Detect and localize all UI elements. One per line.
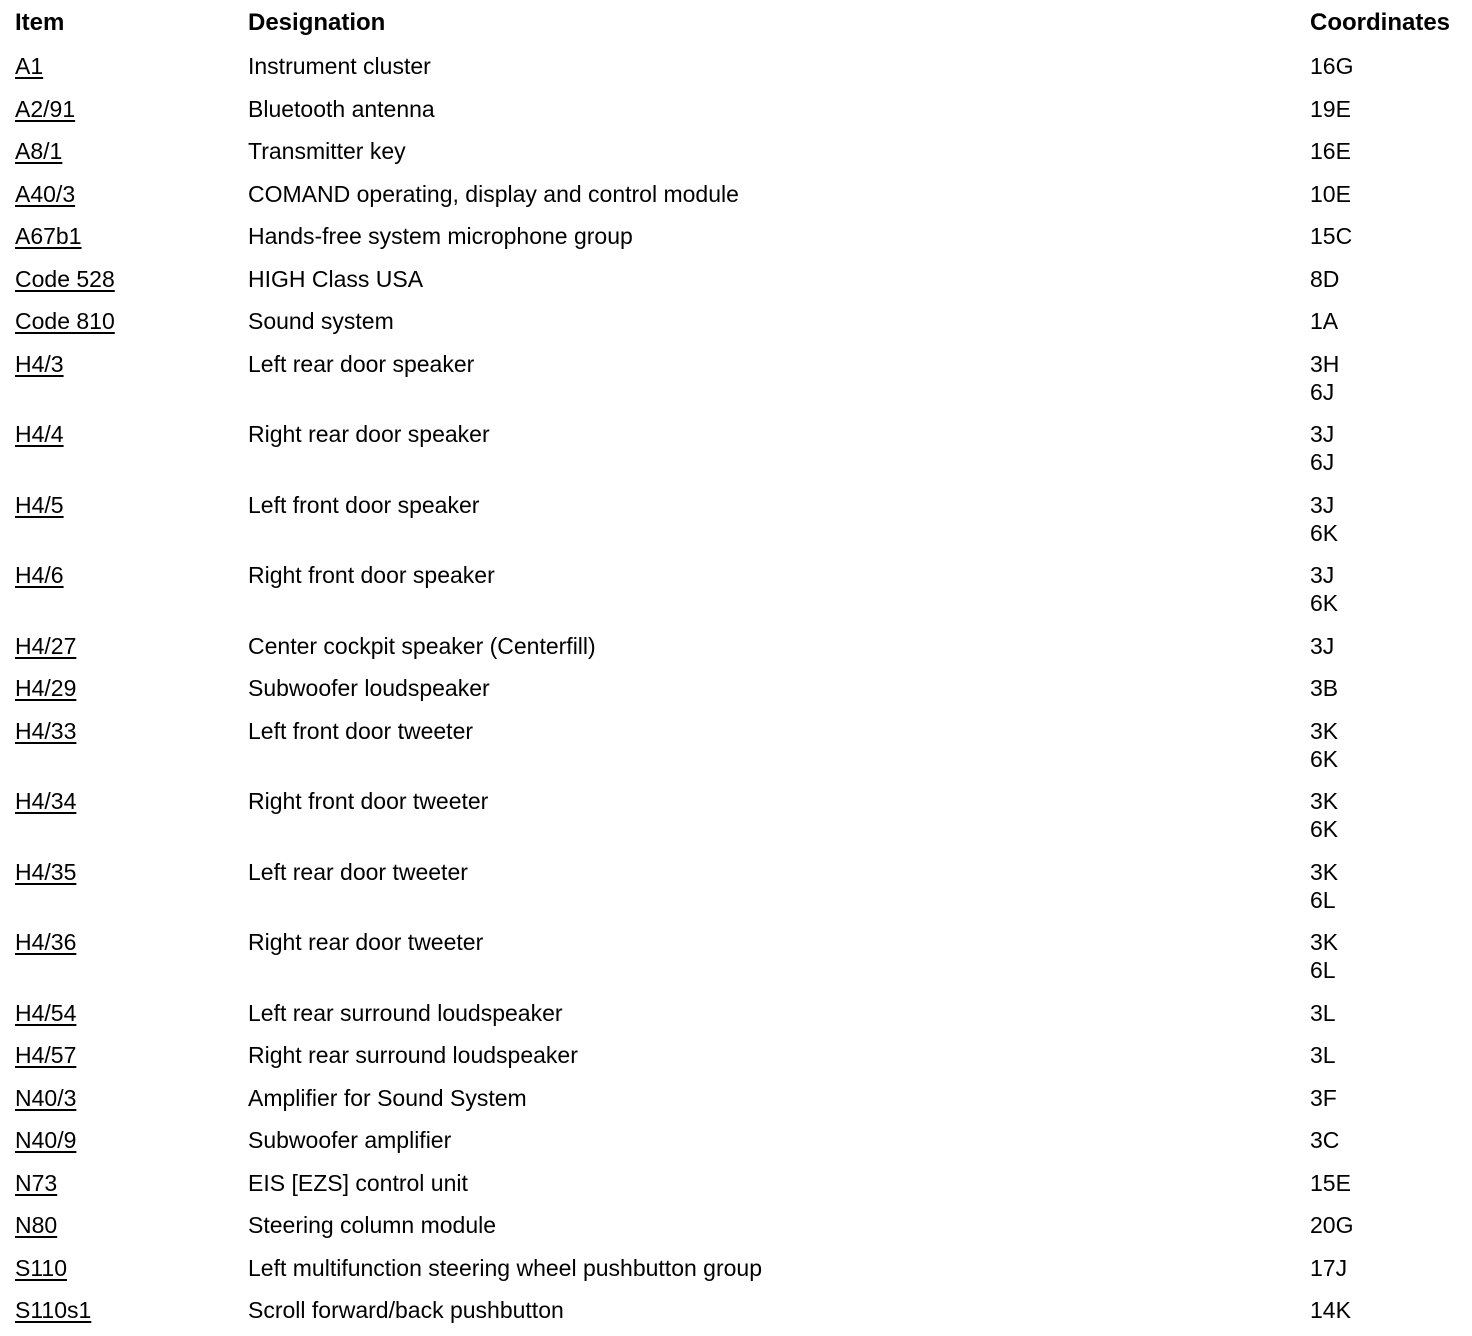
coordinate-value: 8D [1310,265,1340,292]
item-link[interactable]: A2/91 [15,95,76,122]
coordinates-cell [1310,52,1353,80]
coordinates-cell [1310,1084,1337,1112]
coordinate-value: 19E [1310,95,1351,122]
coordinates-cell [1310,180,1351,208]
coordinates-cell [1310,1041,1336,1069]
coordinate-value: 6K [1310,816,1339,842]
item-link[interactable]: H4/34 [15,788,77,814]
item-link[interactable]: N40/3 [15,1084,77,1111]
table-row [0,709,1472,780]
coordinates-cell [1310,928,1338,984]
designation-text: Left rear surround loudspeaker [248,999,563,1026]
designation-text: Hands-free system microphone group [248,223,633,249]
table-row [0,624,1472,667]
coordinate-value: 3K [1310,858,1339,885]
table-row [0,1203,1472,1246]
designation-text: Right front door tweeter [248,788,489,814]
table-row [0,1288,1472,1331]
table-row [0,666,1472,709]
item-link[interactable]: A40/3 [15,180,76,207]
coordinate-value: 3J [1310,491,1335,518]
coordinates-cell [1310,1211,1353,1239]
table-row [0,850,1472,921]
table-row [0,44,1472,87]
table-header [0,0,1472,44]
coordinate-value: 3K [1310,717,1339,744]
item-link[interactable]: A1 [15,53,44,79]
table-row [0,991,1472,1034]
designation-text: Right rear door tweeter [248,929,484,955]
table-row [0,299,1472,342]
coordinate-value: 6J [1310,449,1335,475]
designation-text: Transmitter key [248,138,406,164]
table-row [0,779,1472,850]
coordinates-cell [1310,1296,1351,1324]
table-row [0,483,1472,554]
header-designation: Designation [248,9,386,36]
designation-text: HIGH Class USA [248,265,424,292]
item-link[interactable]: H4/29 [15,675,77,701]
coordinates-cell [1310,1126,1339,1154]
item-link[interactable]: H4/3 [15,350,64,377]
designation-text: Right rear door speaker [248,421,490,447]
item-link[interactable]: H4/6 [15,562,64,588]
coordinates-cell [1310,1254,1347,1282]
designation-text: Right rear surround loudspeaker [248,1042,578,1068]
item-link[interactable]: N40/9 [15,1127,77,1153]
coordinates-cell [1310,137,1351,165]
coordinate-value: 6L [1310,957,1336,983]
designation-text: Subwoofer loudspeaker [248,675,490,701]
coordinates-cell [1310,350,1339,406]
table-row [0,553,1472,624]
table-row [0,920,1472,991]
coordinate-value: 3B [1310,675,1339,701]
item-link[interactable]: S110 [15,1254,68,1281]
coordinates-cell [1310,1169,1351,1197]
coordinate-value: 6K [1310,519,1339,546]
coordinate-value: 3J [1310,421,1335,447]
coordinate-value: 16G [1310,53,1354,79]
table-row [0,214,1472,257]
coordinate-value: 3J [1310,562,1335,588]
designation-text: EIS [EZS] control unit [248,1169,468,1196]
coordinate-value: 6K [1310,745,1339,772]
designation-text: Steering column module [248,1212,497,1238]
coordinates-cell [1310,561,1338,617]
table-row [0,87,1472,130]
item-link[interactable]: H4/4 [15,421,64,447]
table-row [0,1246,1472,1289]
header-item: Item [15,9,65,36]
coordinate-value: 3F [1310,1084,1337,1111]
designation-text: Scroll forward/back pushbutton [248,1297,564,1323]
designation-text: Instrument cluster [248,53,431,79]
designation-text: Left multifunction steering wheel pushbutton group [248,1254,762,1281]
item-link[interactable]: Code 810 [15,308,115,334]
table-body [0,44,1472,1331]
coordinates-cell [1310,787,1338,843]
coordinate-value: 3L [1310,999,1336,1026]
item-link[interactable]: Code 528 [15,265,115,292]
table-row [0,1076,1472,1119]
table-row [0,342,1472,413]
designation-text: Left rear door tweeter [248,858,468,885]
coordinates-cell [1310,717,1338,773]
item-link[interactable]: H4/57 [15,1042,77,1068]
item-link[interactable]: N73 [15,1169,58,1196]
coordinates-cell [1310,632,1334,660]
coordinate-value: 15E [1310,1169,1351,1196]
coordinate-value: 20G [1310,1212,1354,1238]
table-row [0,1033,1472,1076]
designation-text: Amplifier for Sound System [248,1084,527,1111]
designation-text: Right front door speaker [248,562,495,588]
coordinate-value: 15C [1310,223,1353,249]
table-row [0,257,1472,300]
coordinates-cell [1310,420,1334,476]
item-link[interactable]: H4/36 [15,929,77,955]
item-link[interactable]: H4/54 [15,999,77,1026]
coordinate-value: 3C [1310,1127,1340,1153]
table-row [0,129,1472,172]
coordinate-value: 3L [1310,1042,1336,1068]
designation-text: Left front door speaker [248,491,480,518]
coordinate-value: 6J [1310,378,1335,405]
item-link[interactable]: S110s1 [15,1297,92,1323]
coordinates-cell [1310,307,1338,335]
coordinate-value: 6L [1310,886,1336,913]
coordinates-cell [1310,858,1338,914]
coordinate-value: 3K [1310,788,1339,814]
coordinates-cell [1310,999,1336,1027]
item-link[interactable]: H4/35 [15,858,77,885]
designation-text: Sound system [248,308,394,334]
coordinates-cell [1310,491,1338,547]
item-link[interactable]: H4/33 [15,717,77,744]
designation-text: COMAND operating, display and control module [248,180,739,207]
coordinate-value: 1A [1310,308,1339,334]
item-link[interactable]: H4/5 [15,491,64,518]
coordinate-value: 3J [1310,632,1335,659]
coordinates-cell [1310,222,1352,250]
coordinate-value: 16E [1310,138,1351,164]
coordinate-value: 6K [1310,590,1339,616]
item-link[interactable]: A67b1 [15,223,82,249]
designation-text: Left rear door speaker [248,350,475,377]
header-coordinates: Coordinates [1310,9,1451,36]
designation-text: Center cockpit speaker (Centerfill) [248,632,596,659]
item-link[interactable]: A8/1 [15,138,63,164]
table-row [0,412,1472,483]
table-row [0,172,1472,215]
coordinates-cell [1310,95,1351,123]
coordinates-cell [1310,674,1338,702]
designation-text: Bluetooth antenna [248,95,435,122]
table-row [0,1118,1472,1161]
coordinate-value: 3K [1310,929,1339,955]
designation-text: Left front door tweeter [248,717,474,744]
coordinates-cell [1310,265,1339,293]
table-row [0,1161,1472,1204]
coordinate-value: 17J [1310,1254,1348,1281]
designation-text: Subwoofer amplifier [248,1127,452,1153]
coordinate-value: 14K [1310,1297,1351,1323]
item-link[interactable]: H4/27 [15,632,77,659]
item-link[interactable]: N80 [15,1212,58,1238]
coordinate-value: 10E [1310,180,1351,207]
coordinate-value: 3H [1310,350,1340,377]
